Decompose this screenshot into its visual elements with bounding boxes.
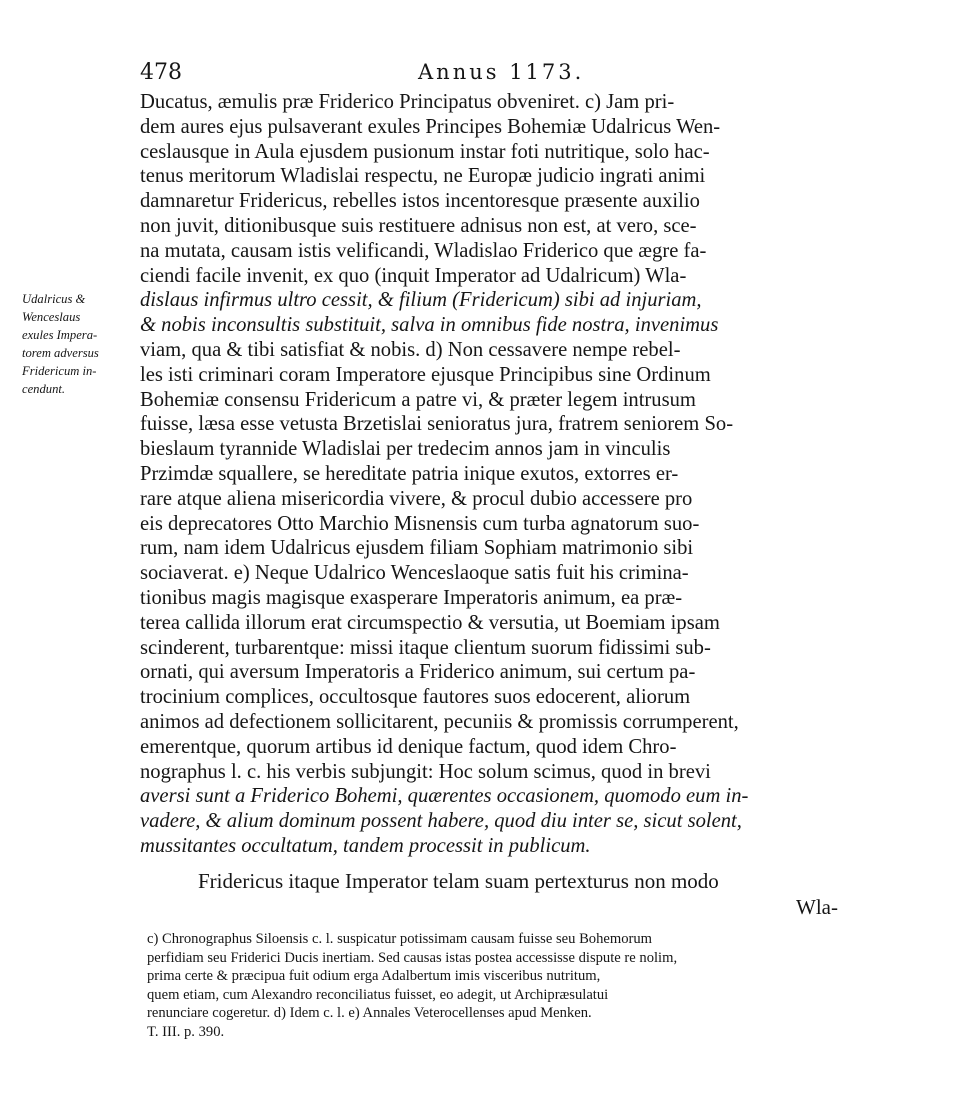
text-line: scinderent, turbarentque: missi itaque clientum suorum fidissimi sub- (140, 636, 711, 659)
text-line: nographus l. c. his verbis subjungit: Hoc solum scimus, quod in brevi (140, 760, 711, 783)
footnote-line: quem etiam, cum Alexandro reconciliatus fuisset, eo adegit, ut Archipræsulatui (147, 986, 609, 1003)
text-line: rum, nam idem Udalricus ejusdem filiam Sophiam matrimonio sibi (140, 537, 694, 560)
text-line: ceslausque in Aula ejusdem pusionum instar foti nutritique, solo hac- (140, 140, 710, 163)
text-line: viam, qua & tibi satisfiat & nobis. d) Non cessavere nempe rebel- (140, 338, 681, 361)
text-line: mussitantes occultatum, tandem processit in publicum. (140, 834, 591, 857)
text-line: damnaretur Fridericus, rebelles istos incentoresque præsente auxilio (140, 190, 700, 213)
text-line: non juvit, ditionibusque suis restituere adnisus non est, at vero, sce- (140, 214, 697, 237)
text-line: bieslaum tyrannide Wladislai per tredecim annos jam in vinculis (140, 438, 671, 461)
margin-note-line: Fridericum in- (22, 364, 97, 378)
margin-note (22, 290, 148, 398)
footnote-line: T. III. p. 390. (147, 1023, 225, 1040)
margin-note-line: torem adversus (22, 346, 99, 360)
margin-note-line: exules Impera- (22, 328, 98, 342)
footnote-line: prima certe & præcipua fuit odium erga Adalbertum imis visceribus nutritum, (147, 968, 601, 984)
footnote-line: renunciare cogeretur. d) Idem c. l. e) Annales Veterocellenses apud Menken. (147, 1005, 592, 1021)
text-line: vadere, & alium dominum possent habere, quod diu inter se, sicut solent, (140, 810, 742, 833)
text-line: Bohemiæ consensu Fridericum a patre vi, & præter legem intrusum (140, 388, 696, 411)
text-line: Ducatus, æmulis præ Friderico Principatus obveniret. c) Jam pri- (140, 91, 675, 113)
text-line: & nobis inconsultis substituit, salva in omnibus fide nostra, invenimus (140, 314, 719, 337)
margin-note-line: Udalricus & (22, 292, 86, 306)
text-line: aversi sunt a Friderico Bohemi, quærentes occasionem, quomodo eum in- (140, 785, 749, 808)
catchword: Wla- (796, 895, 838, 919)
footnote-line: c) Chronographus Siloensis c. l. suspicatur potissimam causam fuisse seu Bohemorum (147, 931, 653, 947)
main-text (140, 90, 840, 859)
text-line: les isti criminari coram Imperatore ejusque Principibus sine Ordinum (140, 363, 711, 386)
text-line: animos ad defectionem sollicitarent, pecuniis & promissis corrumperent, (140, 710, 739, 733)
footnote-line: perfidiam seu Friderici Ducis inertiam. Sed causas istas postea accessisse dispute re nolim, (147, 949, 678, 966)
running-title: Annus 1173. (418, 60, 585, 84)
text-line: ornati, qui aversum Imperatoris a Friderico animum, sui certum pa- (140, 661, 696, 684)
page-number: 478 (140, 60, 182, 85)
text-line: Fridericus itaque Imperator telam suam pertexturus non modo (198, 869, 719, 893)
text-line: tionibus magis magisque exasperare Imperatoris animum, ea præ- (140, 586, 683, 609)
footnotes (147, 930, 847, 1041)
text-line: Przimdæ squallere, se hereditate patria inique exutos, extorres er- (140, 462, 679, 485)
text-line: sociaverat. e) Neque Udalrico Wenceslaoque satis fuit his crimina- (140, 562, 689, 585)
text-line: emerentque, quorum artibus id denique factum, quod idem Chro- (140, 735, 677, 758)
text-line: dem aures ejus pulsaverant exules Principes Bohemiæ Udalricus Wen- (140, 115, 721, 138)
text-line: na mutata, causam istis velificandi, Wladislao Friderico que ægre fa- (140, 239, 707, 262)
text-line: terea callida illorum erat circumspectio & versutia, ut Boemiam ipsam (140, 611, 720, 634)
margin-note-line: Wenceslaus (22, 310, 81, 324)
text-line: trocinium complices, occultosque fautores suos edocerent, aliorum (140, 686, 691, 709)
margin-note-line: cendunt. (22, 382, 66, 396)
text-line: ciendi facile invenit, ex quo (inquit Imperator ad Udalricum) Wla- (140, 264, 687, 287)
text-line: fuisse, læsa esse vetusta Brzetislai senioratus jura, fratrem seniorem So- (140, 413, 734, 436)
paragraph-2 (140, 868, 840, 920)
text-line: rare atque aliena misericordia vivere, & procul dubio accessere pro (140, 487, 693, 510)
page-header (140, 60, 840, 90)
text-line: dislaus infirmus ultro cessit, & filium (Fridericum) sibi ad injuriam, (140, 289, 702, 312)
text-line: tenus meritorum Wladislai respectu, ne Europæ judicio ingrati animi (140, 165, 706, 188)
text-line: eis deprecatores Otto Marchio Misnensis cum turba agnatorum suo- (140, 512, 700, 535)
